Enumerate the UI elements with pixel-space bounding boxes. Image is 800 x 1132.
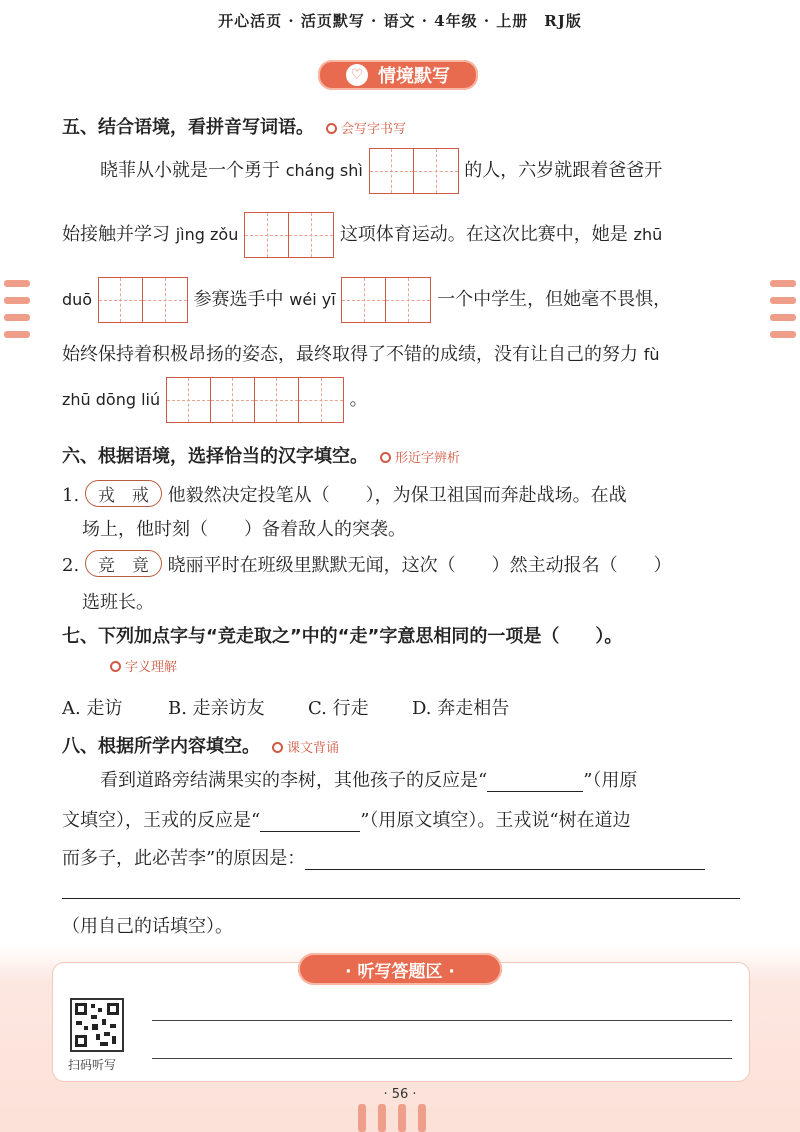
tag-dot-icon	[326, 123, 337, 134]
tag-dot-icon	[110, 661, 121, 672]
section-8-tag: 课文背诵	[272, 741, 339, 756]
s8-line-2: 文填空），王戎的反应是“ ”（用原文填空）。王戎说“树在道边	[62, 810, 631, 831]
answer-boxes-jingzou[interactable]	[244, 212, 334, 258]
s5-line-4: 始终保持着积极昂扬的姿态，最终取得了不错的成绩，没有让自己的努力 fù	[62, 344, 660, 365]
s6-question-1-cont: 场上，他时刻（ ）备着敌人的突袭。	[82, 519, 406, 540]
right-side-marks	[770, 280, 796, 338]
s5-line-1: 晓菲从小就是一个勇于 cháng shì 的人，六岁就跟着爸爸开	[100, 148, 662, 194]
banner-label: 情境默写	[378, 66, 450, 87]
heart-icon: ♡	[346, 64, 368, 86]
s5-line-5: zhū dōng liú 。	[62, 377, 368, 423]
answer-boxes-fuzhudongliu[interactable]	[166, 377, 344, 423]
s6-question-2: 2. 竞 竟 晓丽平时在班级里默默无闻，这次（ ）然主动报名（ ）	[62, 550, 672, 577]
tag-dot-icon	[272, 742, 283, 753]
s5-line-2: 始接触并学习 jìng zǒu 这项体育运动。在这次比赛中，她是 zhū	[62, 212, 662, 258]
s5-line-3: duō 参赛选手中 wéi yī 一个中学生，但她毫不畏惧，	[62, 277, 671, 323]
section-6-tag: 形近字辨析	[380, 451, 460, 466]
char-choice-pill-2: 竞 竟	[85, 550, 162, 577]
section-8-title: 八、根据所学内容填空。 课文背诵	[62, 736, 340, 757]
dictation-title: · 听写答题区 ·	[298, 953, 502, 985]
s8-line-3: 而多子，此必苦李”的原因是：	[62, 844, 705, 870]
s7-option-d[interactable]: D. 奔走相告	[412, 698, 510, 719]
pinyin-jingzou: jìng zǒu	[175, 225, 239, 244]
section-7-title: 七、下列加点字与“竞走取之”中的“走”字意思相同的一项是（ ）。	[62, 626, 623, 647]
page-number: · 56 ·	[383, 1087, 417, 1102]
s7-option-b[interactable]: B. 走亲访友	[168, 698, 265, 719]
s8-line-1: 看到道路旁结满果实的李树，其他孩子的反应是“ ”（用原	[100, 770, 638, 791]
s7-option-a[interactable]: A. 走访	[62, 698, 123, 719]
char-choice-pill-1: 戎 戒	[85, 480, 162, 507]
pinyin-duo: duō	[62, 290, 93, 309]
dictation-line-1[interactable]	[152, 1020, 732, 1021]
dictation-line-2[interactable]	[152, 1058, 732, 1059]
answer-boxes-zhuduo[interactable]	[98, 277, 188, 323]
left-side-marks	[4, 280, 30, 338]
answer-blank-reason-1[interactable]	[305, 848, 705, 870]
s7-option-c[interactable]: C. 行走	[308, 698, 369, 719]
section-5-title: 五、结合语境，看拼音写词语。 会写字书写	[62, 117, 407, 138]
bottom-page-marks	[358, 1104, 426, 1132]
answer-blank-reason-2[interactable]	[62, 898, 740, 899]
qr-caption: 扫码听写	[68, 1058, 117, 1072]
s6-question-1: 1. 戎 戒 他毅然决定投笔从（ ），为保卫祖国而奔赴战场。在战	[62, 480, 627, 507]
answer-boxes-changshi[interactable]	[369, 148, 459, 194]
tag-dot-icon	[380, 452, 391, 463]
pinyin-zhudongliu: zhū dōng liú	[62, 390, 161, 409]
qr-code-icon[interactable]	[70, 998, 124, 1052]
page-header: 开心活页 · 活页默写 · 语文 · 4年级 · 上册 RJ版	[218, 12, 582, 30]
pinyin-fu: fù	[643, 345, 660, 364]
section-6-title: 六、根据语境，选择恰当的汉字填空。 形近字辨析	[62, 446, 461, 467]
section-banner	[318, 60, 478, 90]
s8-line-5: （用自己的话填空）。	[62, 916, 233, 937]
answer-blank-wangrong[interactable]	[260, 810, 360, 832]
pinyin-changshi: cháng shì	[285, 161, 363, 180]
answer-blank-others[interactable]	[487, 770, 583, 792]
pinyin-weiyi: wéi yī	[289, 290, 336, 309]
s6-question-2-cont: 选班长。	[82, 592, 154, 613]
pinyin-zhu: zhū	[633, 225, 663, 244]
section-7-tag: 字义理解	[110, 656, 177, 675]
section-5-tag: 会写字书写	[326, 122, 406, 137]
answer-boxes-weiyi[interactable]	[341, 277, 431, 323]
